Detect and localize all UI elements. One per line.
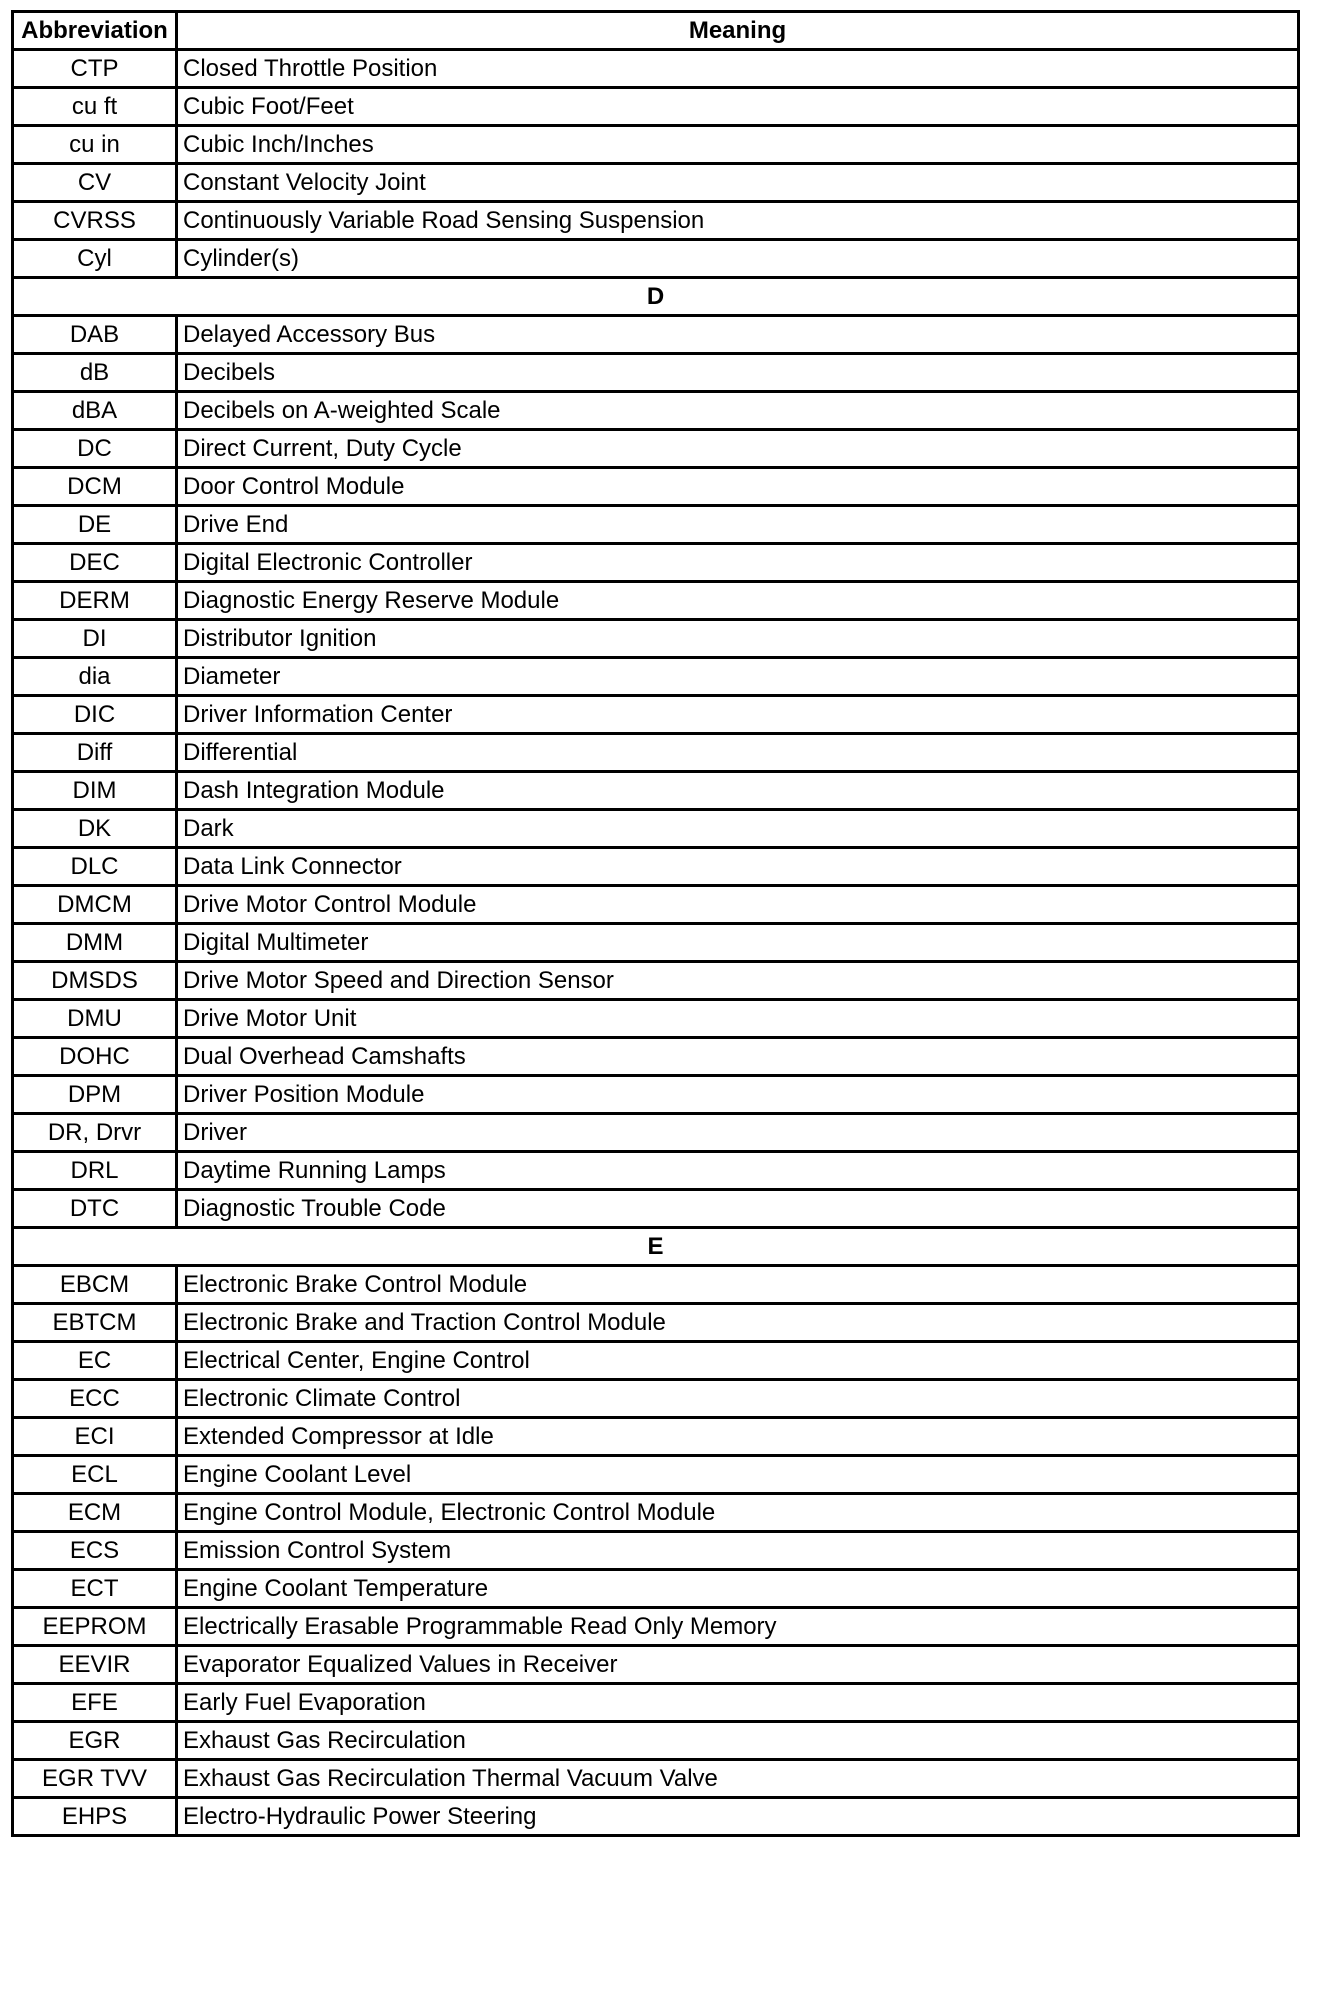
meaning-cell: Engine Coolant Temperature: [177, 1570, 1299, 1608]
meaning-cell: Cylinder(s): [177, 240, 1299, 278]
abbreviation-cell: cu ft: [13, 88, 177, 126]
abbreviation-cell: EBTCM: [13, 1304, 177, 1342]
meaning-cell: Driver Information Center: [177, 696, 1299, 734]
meaning-cell: Dual Overhead Camshafts: [177, 1038, 1299, 1076]
header-row: [13, 12, 1299, 50]
table-row: [13, 1760, 1299, 1798]
section-row: [13, 278, 1299, 316]
meaning-cell: Data Link Connector: [177, 848, 1299, 886]
meaning-cell: Daytime Running Lamps: [177, 1152, 1299, 1190]
meaning-cell: Dark: [177, 810, 1299, 848]
table-row: [13, 1114, 1299, 1152]
meaning-cell: Differential: [177, 734, 1299, 772]
meaning-cell: Digital Multimeter: [177, 924, 1299, 962]
abbreviation-cell: EEPROM: [13, 1608, 177, 1646]
table-row: [13, 1684, 1299, 1722]
abbreviation-cell: DK: [13, 810, 177, 848]
abbreviation-cell: DIM: [13, 772, 177, 810]
meaning-cell: Electronic Climate Control: [177, 1380, 1299, 1418]
abbreviation-cell: dB: [13, 354, 177, 392]
table-row: [13, 1342, 1299, 1380]
table-row: [13, 1798, 1299, 1836]
meaning-cell: Driver: [177, 1114, 1299, 1152]
abbreviation-cell: EEVIR: [13, 1646, 177, 1684]
abbreviation-cell: DERM: [13, 582, 177, 620]
table-row: [13, 202, 1299, 240]
table-row: [13, 88, 1299, 126]
table-row: [13, 772, 1299, 810]
meaning-cell: Electrical Center, Engine Control: [177, 1342, 1299, 1380]
abbreviation-cell: DMSDS: [13, 962, 177, 1000]
abbreviation-cell: cu in: [13, 126, 177, 164]
abbreviation-cell: DAB: [13, 316, 177, 354]
abbreviation-cell: ECC: [13, 1380, 177, 1418]
table-row: [13, 734, 1299, 772]
table-row: [13, 392, 1299, 430]
table-row: [13, 620, 1299, 658]
table-row: [13, 1494, 1299, 1532]
meaning-cell: Decibels on A-weighted Scale: [177, 392, 1299, 430]
meaning-cell: Drive End: [177, 506, 1299, 544]
table-row: [13, 1456, 1299, 1494]
table-row: [13, 1722, 1299, 1760]
abbreviation-cell: DIC: [13, 696, 177, 734]
meaning-cell: Drive Motor Speed and Direction Sensor: [177, 962, 1299, 1000]
table-row: [13, 1076, 1299, 1114]
meaning-cell: Exhaust Gas Recirculation: [177, 1722, 1299, 1760]
meaning-cell: Evaporator Equalized Values in Receiver: [177, 1646, 1299, 1684]
table-row: [13, 848, 1299, 886]
meaning-cell: Delayed Accessory Bus: [177, 316, 1299, 354]
table-row: [13, 1418, 1299, 1456]
meaning-cell: Dash Integration Module: [177, 772, 1299, 810]
meaning-cell: Drive Motor Control Module: [177, 886, 1299, 924]
abbreviation-cell: EGR: [13, 1722, 177, 1760]
meaning-cell: Drive Motor Unit: [177, 1000, 1299, 1038]
abbreviation-cell: DCM: [13, 468, 177, 506]
abbreviation-cell: DR, Drvr: [13, 1114, 177, 1152]
abbreviation-cell: DLC: [13, 848, 177, 886]
abbreviation-cell: EHPS: [13, 1798, 177, 1836]
abbreviation-cell: EFE: [13, 1684, 177, 1722]
abbreviation-cell: ECS: [13, 1532, 177, 1570]
abbreviation-cell: ECI: [13, 1418, 177, 1456]
meaning-cell: Electro-Hydraulic Power Steering: [177, 1798, 1299, 1836]
meaning-cell: Engine Coolant Level: [177, 1456, 1299, 1494]
table-row: [13, 240, 1299, 278]
abbreviation-cell: CVRSS: [13, 202, 177, 240]
header-meaning: Meaning: [177, 12, 1299, 50]
table-row: [13, 50, 1299, 88]
table-row: [13, 1038, 1299, 1076]
meaning-cell: Digital Electronic Controller: [177, 544, 1299, 582]
table-row: [13, 924, 1299, 962]
table-row: [13, 430, 1299, 468]
abbreviation-cell: DC: [13, 430, 177, 468]
abbreviation-cell: EGR TVV: [13, 1760, 177, 1798]
abbreviation-cell: DEC: [13, 544, 177, 582]
meaning-cell: Decibels: [177, 354, 1299, 392]
abbreviation-cell: ECM: [13, 1494, 177, 1532]
meaning-cell: Constant Velocity Joint: [177, 164, 1299, 202]
meaning-cell: Cubic Foot/Feet: [177, 88, 1299, 126]
table-row: [13, 1570, 1299, 1608]
table-row: [13, 1152, 1299, 1190]
meaning-cell: Door Control Module: [177, 468, 1299, 506]
table-row: [13, 316, 1299, 354]
meaning-cell: Early Fuel Evaporation: [177, 1684, 1299, 1722]
meaning-cell: Direct Current, Duty Cycle: [177, 430, 1299, 468]
table-row: [13, 126, 1299, 164]
abbreviation-cell: Diff: [13, 734, 177, 772]
section-row: [13, 1228, 1299, 1266]
table-row: [13, 1304, 1299, 1342]
meaning-cell: Diagnostic Energy Reserve Module: [177, 582, 1299, 620]
meaning-cell: Electronic Brake Control Module: [177, 1266, 1299, 1304]
abbreviation-cell: dia: [13, 658, 177, 696]
table-row: [13, 962, 1299, 1000]
abbreviation-cell: DOHC: [13, 1038, 177, 1076]
table-row: [13, 506, 1299, 544]
meaning-cell: Electronic Brake and Traction Control Module: [177, 1304, 1299, 1342]
meaning-cell: Electrically Erasable Programmable Read Only Memory: [177, 1608, 1299, 1646]
meaning-cell: Distributor Ignition: [177, 620, 1299, 658]
abbreviation-cell: DTC: [13, 1190, 177, 1228]
meaning-cell: Driver Position Module: [177, 1076, 1299, 1114]
meaning-cell: Diameter: [177, 658, 1299, 696]
abbreviation-cell: DI: [13, 620, 177, 658]
table-row: [13, 582, 1299, 620]
abbreviation-cell: CV: [13, 164, 177, 202]
table-body: [13, 50, 1299, 1836]
table-row: [13, 354, 1299, 392]
table-row: [13, 544, 1299, 582]
abbreviation-cell: ECL: [13, 1456, 177, 1494]
abbreviation-cell: DMU: [13, 1000, 177, 1038]
table-row: [13, 810, 1299, 848]
abbreviation-cell: dBA: [13, 392, 177, 430]
section-letter: D: [13, 278, 1299, 316]
abbreviation-cell: EC: [13, 1342, 177, 1380]
meaning-cell: Exhaust Gas Recirculation Thermal Vacuum Valve: [177, 1760, 1299, 1798]
abbreviation-cell: Cyl: [13, 240, 177, 278]
table-row: [13, 1000, 1299, 1038]
table-row: [13, 468, 1299, 506]
meaning-cell: Diagnostic Trouble Code: [177, 1190, 1299, 1228]
abbreviation-cell: DPM: [13, 1076, 177, 1114]
table-row: [13, 1380, 1299, 1418]
abbreviation-cell: DMCM: [13, 886, 177, 924]
abbreviation-table: [11, 10, 1300, 1837]
table-row: [13, 164, 1299, 202]
meaning-cell: Closed Throttle Position: [177, 50, 1299, 88]
table-row: [13, 1646, 1299, 1684]
abbreviation-cell: CTP: [13, 50, 177, 88]
meaning-cell: Engine Control Module, Electronic Control Module: [177, 1494, 1299, 1532]
abbreviation-cell: DE: [13, 506, 177, 544]
table-row: [13, 696, 1299, 734]
table-row: [13, 1532, 1299, 1570]
abbreviation-cell: ECT: [13, 1570, 177, 1608]
abbreviation-cell: DRL: [13, 1152, 177, 1190]
meaning-cell: Continuously Variable Road Sensing Suspension: [177, 202, 1299, 240]
abbreviation-cell: EBCM: [13, 1266, 177, 1304]
table-row: [13, 1266, 1299, 1304]
meaning-cell: Extended Compressor at Idle: [177, 1418, 1299, 1456]
meaning-cell: Emission Control System: [177, 1532, 1299, 1570]
table-row: [13, 1190, 1299, 1228]
table-row: [13, 1608, 1299, 1646]
header-abbreviation: Abbreviation: [13, 12, 177, 50]
abbreviation-cell: DMM: [13, 924, 177, 962]
section-letter: E: [13, 1228, 1299, 1266]
table-row: [13, 886, 1299, 924]
meaning-cell: Cubic Inch/Inches: [177, 126, 1299, 164]
table-row: [13, 658, 1299, 696]
